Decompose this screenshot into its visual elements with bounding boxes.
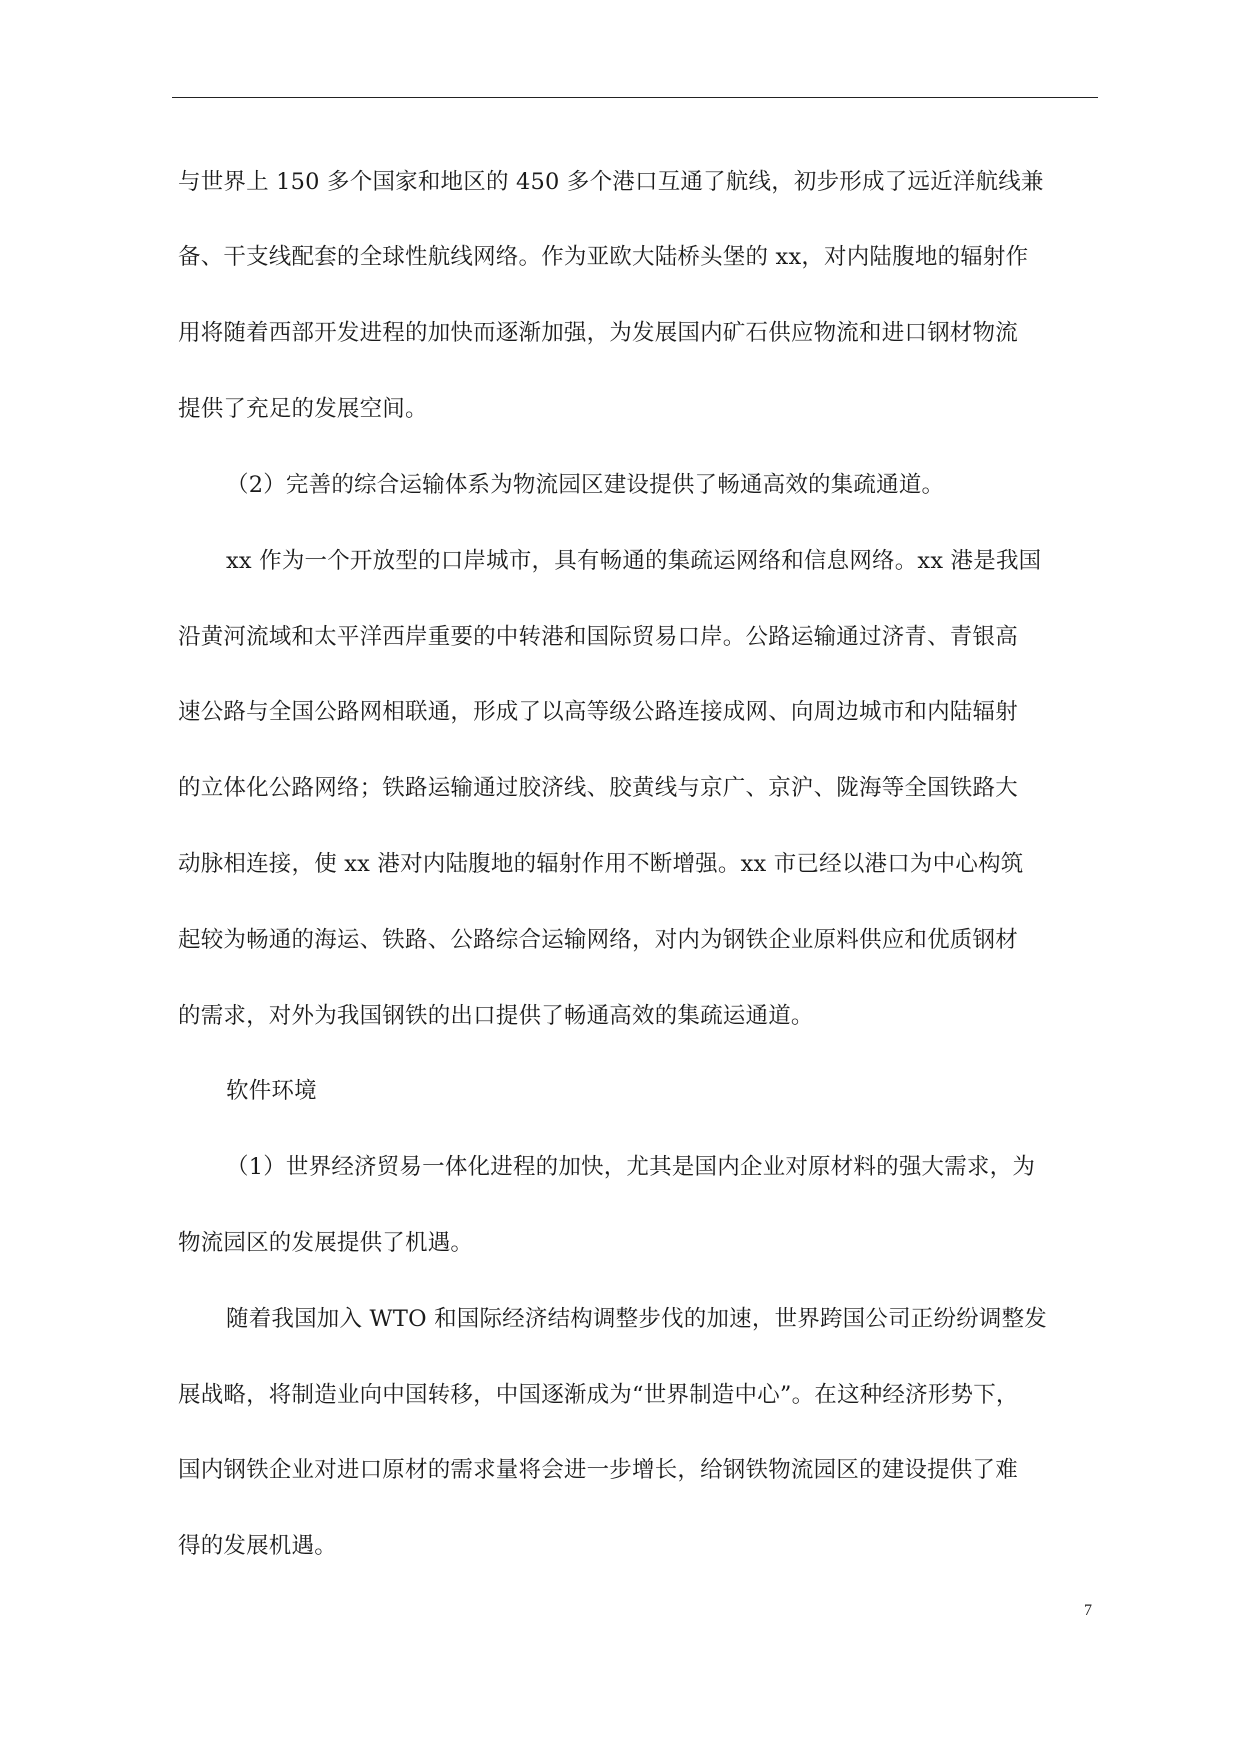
paragraph-1-line-1: 与世界上 150 多个国家和地区的 450 多个港口互通了航线，初步形成了远近洋航线兼 bbox=[178, 169, 1044, 195]
paragraph-3-line-4: 得的发展机遇。 bbox=[178, 1533, 337, 1559]
paragraph-2-line-2: 沿黄河流域和太平洋西岸重要的中转港和国际贸易口岸。公路运输通过济青、青银高 bbox=[178, 624, 1018, 650]
page-number: 7 bbox=[1084, 1602, 1092, 1619]
section-heading-1-line-1: （1）世界经济贸易一体化进程的加快，尤其是国内企业对原材料的强大需求，为 bbox=[226, 1154, 1036, 1180]
section-heading-software: 软件环境 bbox=[226, 1078, 317, 1104]
paragraph-2-line-5: 动脉相连接，使 xx 港对内陆腹地的辐射作用不断增强。xx 市已经以港口为中心构筑 bbox=[178, 851, 1024, 877]
paragraph-3-line-1: 随着我国加入 WTO 和国际经济结构调整步伐的加速，世界跨国公司正纷纷调整发 bbox=[226, 1306, 1047, 1332]
header-rule bbox=[172, 97, 1098, 98]
paragraph-3-line-3: 国内钢铁企业对进口原材的需求量将会进一步增长，给钢铁物流园区的建设提供了难 bbox=[178, 1457, 1018, 1483]
paragraph-1-line-3: 用将随着西部开发进程的加快而逐渐加强，为发展国内矿石供应物流和进口钢材物流 bbox=[178, 320, 1018, 346]
paragraph-1-line-4: 提供了充足的发展空间。 bbox=[178, 396, 428, 422]
section-heading-2: （2）完善的综合运输体系为物流园区建设提供了畅通高效的集疏通道。 bbox=[226, 472, 945, 498]
paragraph-2-line-3: 速公路与全国公路网相联通，形成了以高等级公路连接成网、向周边城市和内陆辐射 bbox=[178, 699, 1018, 725]
section-heading-1-line-2: 物流园区的发展提供了机遇。 bbox=[178, 1230, 474, 1256]
paragraph-2-line-4: 的立体化公路网络；铁路运输通过胶济线、胶黄线与京广、京沪、陇海等全国铁路大 bbox=[178, 775, 1018, 801]
paragraph-2-line-7: 的需求，对外为我国钢铁的出口提供了畅通高效的集疏运通道。 bbox=[178, 1003, 814, 1029]
paragraph-1-line-2: 备、干支线配套的全球性航线网络。作为亚欧大陆桥头堡的 xx，对内陆腹地的辐射作 bbox=[178, 244, 1029, 270]
paragraph-2-line-6: 起较为畅通的海运、铁路、公路综合运输网络，对内为钢铁企业原料供应和优质钢材 bbox=[178, 927, 1018, 953]
paragraph-2-line-1: xx 作为一个开放型的口岸城市，具有畅通的集疏运网络和信息网络。xx 港是我国 bbox=[226, 548, 1042, 574]
paragraph-3-line-2: 展战略，将制造业向中国转移，中国逐渐成为“世界制造中心”。在这种经济形势下， bbox=[178, 1382, 1019, 1408]
